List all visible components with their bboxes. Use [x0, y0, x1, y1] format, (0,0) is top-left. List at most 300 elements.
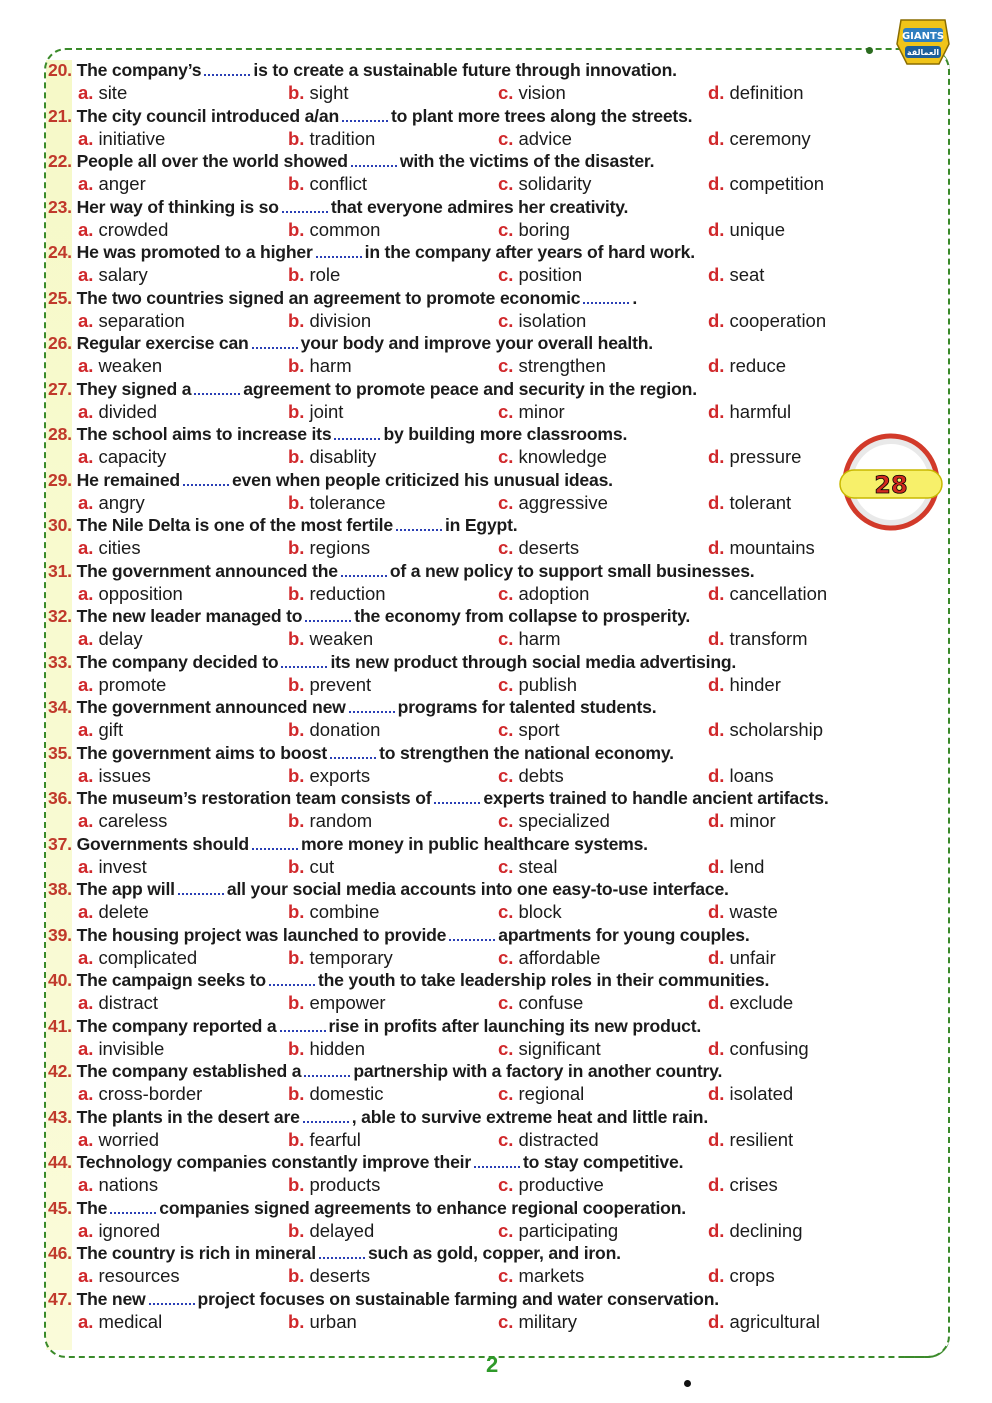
answer-option[interactable] [78, 173, 146, 195]
answer-option[interactable] [498, 1129, 599, 1151]
answer-option[interactable] [288, 128, 375, 150]
option-letter: a. [78, 628, 94, 649]
answer-option[interactable] [708, 1265, 775, 1287]
answer-option[interactable] [498, 219, 570, 241]
option-text: role [309, 264, 341, 285]
answer-option[interactable] [708, 1220, 802, 1242]
question-item [48, 604, 948, 650]
answer-option[interactable] [708, 992, 793, 1014]
question-stem-after: apartments for young couples. [498, 924, 750, 945]
option-letter: d. [708, 628, 725, 649]
answer-option[interactable] [708, 219, 785, 241]
answer-option[interactable] [78, 537, 141, 559]
question-stem-after: programs for talented students. [397, 697, 657, 717]
option-letter: a. [78, 82, 94, 103]
option-text: solidarity [518, 173, 592, 194]
question-item [48, 968, 948, 1014]
answer-option[interactable] [498, 583, 589, 605]
question-text [48, 879, 729, 900]
answer-option[interactable] [288, 856, 334, 878]
option-letter: c. [498, 537, 514, 558]
answer-option[interactable] [288, 1174, 380, 1196]
question-number: 38. [48, 879, 72, 899]
answer-option[interactable] [498, 1174, 604, 1196]
option-text: publish [518, 673, 578, 695]
option-letter: a. [78, 1265, 94, 1286]
option-letter: c. [498, 673, 514, 695]
option-text: strengthen [518, 355, 606, 376]
answer-option[interactable] [288, 719, 380, 741]
answer-option[interactable] [498, 1265, 584, 1287]
question-number: 22. [48, 151, 72, 171]
option-letter: b. [288, 673, 305, 695]
question-text [48, 424, 627, 445]
option-letter: b. [288, 1128, 305, 1150]
option-letter: a. [78, 355, 94, 376]
answer-option[interactable] [78, 492, 145, 514]
answer-option[interactable] [498, 1311, 577, 1333]
option-letter: d. [708, 127, 725, 149]
question-stem-before: The government aims to boost [76, 742, 328, 763]
answer-option[interactable] [498, 401, 565, 423]
option-letter: a. [78, 173, 94, 194]
answer-blank [281, 654, 327, 668]
answer-option[interactable] [288, 583, 386, 605]
answer-option[interactable] [708, 1129, 793, 1151]
option-letter: a. [78, 537, 94, 558]
question-item [48, 468, 948, 514]
answer-option[interactable] [498, 492, 608, 514]
answer-option[interactable] [708, 765, 774, 787]
option-text: sight [309, 82, 349, 103]
answer-option[interactable] [288, 1129, 361, 1151]
answer-option[interactable] [288, 401, 343, 423]
answer-option[interactable] [708, 1311, 820, 1333]
option-text: capacity [98, 446, 167, 467]
option-letter: d. [708, 764, 725, 786]
option-text: significant [518, 1037, 601, 1059]
answer-option[interactable] [708, 446, 801, 468]
question-text [48, 1107, 708, 1128]
answer-option[interactable] [498, 765, 564, 787]
option-text: minor [518, 400, 565, 422]
answer-blank [351, 153, 397, 167]
answer-option[interactable] [78, 1038, 164, 1060]
question-text [48, 834, 648, 855]
question-item [48, 195, 948, 241]
question-number: 30. [48, 515, 72, 535]
question-stem-before: The company decided to [76, 651, 279, 672]
option-text: harm [309, 355, 352, 376]
answer-option[interactable] [78, 82, 127, 104]
question-text [48, 242, 695, 263]
option-letter: b. [288, 537, 305, 558]
answer-option[interactable] [78, 901, 149, 923]
question-stem-before: Regular exercise can [76, 333, 249, 353]
question-stem-after: to stay competitive. [523, 1152, 684, 1172]
question-text [48, 288, 637, 309]
question-number: 34. [48, 697, 72, 717]
option-text: block [518, 901, 562, 922]
options-row [78, 219, 938, 241]
answer-option[interactable] [78, 765, 151, 787]
answer-option[interactable] [288, 947, 393, 969]
options-row [78, 264, 938, 286]
question-stem-after: its new product through social media advertising. [330, 651, 737, 672]
option-text: declining [729, 1219, 803, 1241]
answer-option[interactable] [498, 446, 607, 468]
question-stem-before: The country is rich in mineral [76, 1243, 316, 1263]
option-text: cut [309, 855, 335, 877]
answer-option[interactable] [498, 1083, 584, 1105]
answer-blank [252, 335, 298, 349]
option-letter: c. [498, 1219, 514, 1241]
answer-option[interactable] [288, 1038, 365, 1060]
answer-option[interactable] [708, 537, 815, 559]
answer-blank [282, 199, 328, 213]
question-item [48, 650, 948, 696]
options-row [78, 446, 938, 468]
option-text: harmful [729, 400, 792, 422]
answer-option[interactable] [288, 628, 373, 650]
option-text: distracted [518, 1128, 599, 1150]
answer-option[interactable] [78, 719, 123, 741]
option-letter: d. [708, 355, 725, 376]
option-text: ignored [98, 1219, 161, 1241]
answer-option[interactable] [78, 810, 167, 832]
answer-option[interactable] [708, 1038, 809, 1060]
option-letter: d. [708, 582, 725, 604]
answer-option[interactable] [78, 310, 185, 332]
answer-blank [252, 836, 298, 850]
question-text [48, 379, 697, 400]
answer-blank [303, 1109, 349, 1123]
answer-option[interactable] [78, 401, 157, 423]
answer-option[interactable] [78, 446, 166, 468]
option-letter: c. [498, 355, 514, 376]
option-text: isolated [729, 1083, 794, 1104]
question-stem-after: to plant more trees along the streets. [391, 105, 693, 126]
answer-option[interactable] [78, 947, 197, 969]
question-stem-before: Her way of thinking is so [76, 196, 279, 217]
answer-option[interactable] [498, 310, 586, 332]
option-letter: d. [708, 82, 725, 103]
option-letter: a. [78, 673, 94, 695]
answer-option[interactable] [288, 1220, 374, 1242]
option-text: productive [518, 1174, 604, 1195]
answer-option[interactable] [708, 355, 786, 377]
answer-option[interactable] [708, 901, 778, 923]
question-text [48, 652, 736, 673]
option-text: tradition [309, 127, 376, 149]
options-row [78, 810, 938, 832]
answer-option[interactable] [288, 765, 370, 787]
answer-option[interactable] [708, 583, 827, 605]
answer-blank [319, 1245, 365, 1259]
question-item [48, 877, 948, 923]
option-text: tolerance [309, 491, 386, 513]
answer-option[interactable] [288, 674, 371, 696]
option-letter: c. [498, 992, 514, 1013]
answer-option[interactable] [78, 992, 158, 1014]
question-text [48, 151, 654, 172]
question-text [48, 60, 677, 81]
question-number: 41. [48, 1015, 72, 1036]
option-text: domestic [309, 1083, 384, 1104]
answer-option[interactable] [708, 719, 823, 741]
question-item [48, 149, 948, 195]
answer-option[interactable] [498, 810, 610, 832]
question-number: 21. [48, 105, 72, 126]
logo-text-top: GIANTS [901, 31, 945, 42]
option-text: sport [518, 719, 560, 740]
option-letter: d. [708, 218, 725, 240]
question-stem-after: project focuses on sustainable farming and water conservation. [197, 1288, 719, 1309]
answer-blank [396, 517, 442, 531]
option-text: definition [729, 82, 804, 103]
answer-option[interactable] [498, 947, 600, 969]
question-number: 39. [48, 924, 72, 945]
option-letter: c. [498, 173, 514, 194]
answer-option[interactable] [498, 901, 562, 923]
answer-option[interactable] [78, 674, 166, 696]
option-letter: d. [708, 1310, 725, 1332]
answer-option[interactable] [78, 355, 162, 377]
answer-option[interactable] [708, 264, 764, 286]
option-text: site [98, 82, 128, 103]
answer-option[interactable] [708, 173, 824, 195]
answer-blank [183, 472, 229, 486]
option-text: fearful [309, 1128, 361, 1150]
option-text: joint [309, 400, 344, 422]
answer-option[interactable] [288, 219, 380, 241]
options-row [78, 401, 938, 423]
option-text: delay [98, 628, 143, 649]
option-text: hinder [729, 673, 781, 695]
option-letter: d. [708, 264, 725, 285]
question-stem-before: The [76, 1197, 108, 1218]
answer-option[interactable] [498, 992, 583, 1014]
answer-blank [269, 972, 315, 986]
option-text: conflict [309, 173, 368, 194]
answer-option[interactable] [288, 537, 370, 559]
question-item [48, 240, 948, 286]
answer-option[interactable] [288, 901, 379, 923]
option-letter: d. [708, 673, 725, 695]
answer-option[interactable] [288, 1265, 370, 1287]
option-text: exports [309, 764, 371, 786]
question-stem-before: People all over the world showed [76, 151, 348, 171]
question-text [48, 1289, 719, 1310]
question-stem-after: rise in profits after launching its new product. [328, 1015, 702, 1036]
answer-option[interactable] [498, 1220, 618, 1242]
option-letter: c. [498, 127, 514, 149]
answer-option[interactable] [498, 628, 561, 650]
question-text [48, 1061, 722, 1082]
answer-option[interactable] [498, 128, 572, 150]
answer-option[interactable] [708, 492, 791, 514]
question-stem-before: The Nile Delta is one of the most fertile [76, 515, 393, 535]
question-item [48, 422, 948, 468]
question-stem-after: with the victims of the disaster. [399, 151, 655, 171]
answer-option[interactable] [708, 856, 764, 878]
option-text: isolation [518, 309, 587, 331]
answer-option[interactable] [708, 674, 781, 696]
answer-option[interactable] [708, 1174, 778, 1196]
question-stem-before: The app will [76, 879, 175, 899]
answer-option[interactable] [288, 310, 371, 332]
question-stem-after: the economy from collapse to prosperity. [354, 606, 691, 626]
answer-option[interactable] [708, 82, 804, 104]
option-text: promote [98, 673, 167, 695]
option-text: vision [518, 82, 566, 103]
page-number: 2 [486, 1352, 499, 1377]
question-stem-before: The campaign seeks to [76, 970, 266, 990]
option-letter: c. [498, 264, 514, 285]
option-text: waste [729, 901, 778, 922]
option-text: opposition [98, 582, 183, 604]
option-letter: a. [78, 582, 94, 604]
answer-option[interactable] [288, 446, 376, 468]
options-row [78, 492, 938, 514]
answer-option[interactable] [498, 674, 577, 696]
answer-option[interactable] [78, 219, 168, 241]
question-stem-after: experts trained to handle ancient artifacts. [483, 788, 829, 808]
answer-option[interactable] [78, 264, 148, 286]
answer-option[interactable] [78, 583, 183, 605]
answer-option[interactable] [708, 810, 776, 832]
option-letter: c. [498, 400, 514, 422]
option-letter: a. [78, 309, 94, 331]
option-text: regions [309, 537, 371, 558]
option-text: reduce [729, 355, 787, 376]
option-letter: b. [288, 1310, 305, 1332]
options-row [78, 1083, 938, 1105]
option-text: careless [98, 810, 168, 831]
answer-blank [194, 381, 240, 395]
option-letter: c. [498, 855, 514, 877]
question-number: 29. [48, 469, 72, 490]
answer-option[interactable] [78, 1220, 160, 1242]
question-stem-after: , able to survive extreme heat and little rain. [351, 1106, 709, 1127]
options-row [78, 128, 938, 150]
answer-option[interactable] [78, 1265, 180, 1287]
option-text: agricultural [729, 1310, 820, 1332]
question-text [48, 470, 613, 491]
option-text: complicated [98, 946, 198, 968]
option-letter: a. [78, 901, 94, 922]
answer-option[interactable] [288, 992, 386, 1014]
option-letter: b. [288, 1037, 305, 1059]
answer-option[interactable] [498, 719, 560, 741]
question-item [48, 695, 948, 741]
answer-option[interactable] [288, 264, 340, 286]
answer-option[interactable] [498, 173, 591, 195]
answer-option[interactable] [78, 628, 143, 650]
answer-option[interactable] [498, 264, 582, 286]
question-text [48, 1243, 621, 1264]
answer-option[interactable] [288, 1311, 357, 1333]
option-text: invisible [98, 1037, 165, 1059]
answer-blank [330, 745, 376, 759]
answer-option[interactable] [498, 1038, 601, 1060]
answer-option[interactable] [708, 1083, 793, 1105]
option-text: cities [98, 537, 141, 558]
bottom-dot [684, 1380, 691, 1387]
question-number: 25. [48, 287, 72, 308]
option-text: medical [98, 1310, 163, 1332]
answer-option[interactable] [498, 537, 579, 559]
answer-option[interactable] [78, 128, 165, 150]
option-text: temporary [309, 946, 393, 968]
question-stem-after: in Egypt. [444, 515, 518, 535]
question-number: 33. [48, 651, 72, 672]
option-text: products [309, 1174, 381, 1195]
question-text [48, 333, 653, 354]
answer-option[interactable] [498, 355, 606, 377]
option-letter: c. [498, 901, 514, 922]
option-text: aggressive [518, 491, 608, 513]
answer-option[interactable] [78, 1174, 158, 1196]
question-stem-after: to strengthen the national economy. [379, 742, 674, 763]
answer-option[interactable] [78, 1083, 202, 1105]
answer-option[interactable] [708, 128, 811, 150]
options-row [78, 947, 938, 969]
option-text: angry [98, 491, 145, 513]
question-stem-before: The two countries signed an agreement to promote economic [76, 287, 581, 308]
answer-option[interactable] [288, 82, 349, 104]
answer-option[interactable] [288, 173, 367, 195]
answer-option[interactable] [708, 947, 776, 969]
answer-option[interactable] [78, 1129, 159, 1151]
question-item [48, 832, 948, 878]
question-text [48, 1016, 701, 1037]
option-letter: d. [708, 719, 725, 740]
question-stem-before: The city council introduced a/an [76, 105, 339, 126]
answer-option[interactable] [288, 492, 386, 514]
option-text: salary [98, 264, 148, 285]
answer-option[interactable] [708, 401, 791, 423]
option-text: confuse [518, 992, 584, 1013]
answer-option[interactable] [78, 856, 147, 878]
option-text: initiative [98, 127, 166, 149]
question-item [48, 377, 948, 423]
options-row [78, 310, 938, 332]
question-number: 27. [48, 378, 72, 399]
answer-option[interactable] [708, 310, 826, 332]
question-item [48, 286, 948, 332]
option-letter: b. [288, 127, 305, 149]
question-text [48, 1152, 683, 1173]
question-item [48, 923, 948, 969]
option-letter: b. [288, 719, 305, 740]
options-row [78, 719, 938, 741]
answer-option[interactable] [708, 628, 808, 650]
option-letter: a. [78, 218, 94, 240]
options-row [78, 1265, 938, 1287]
answer-option[interactable] [288, 1083, 383, 1105]
question-stem-before: He remained [76, 469, 180, 490]
answer-option[interactable] [288, 355, 352, 377]
option-text: seat [729, 264, 765, 285]
question-number: 26. [48, 333, 72, 353]
answer-option[interactable] [498, 856, 558, 878]
answer-option[interactable] [78, 1311, 162, 1333]
answer-option[interactable] [288, 810, 372, 832]
option-letter: b. [288, 582, 305, 604]
answer-option[interactable] [498, 82, 566, 104]
option-text: position [518, 264, 583, 285]
